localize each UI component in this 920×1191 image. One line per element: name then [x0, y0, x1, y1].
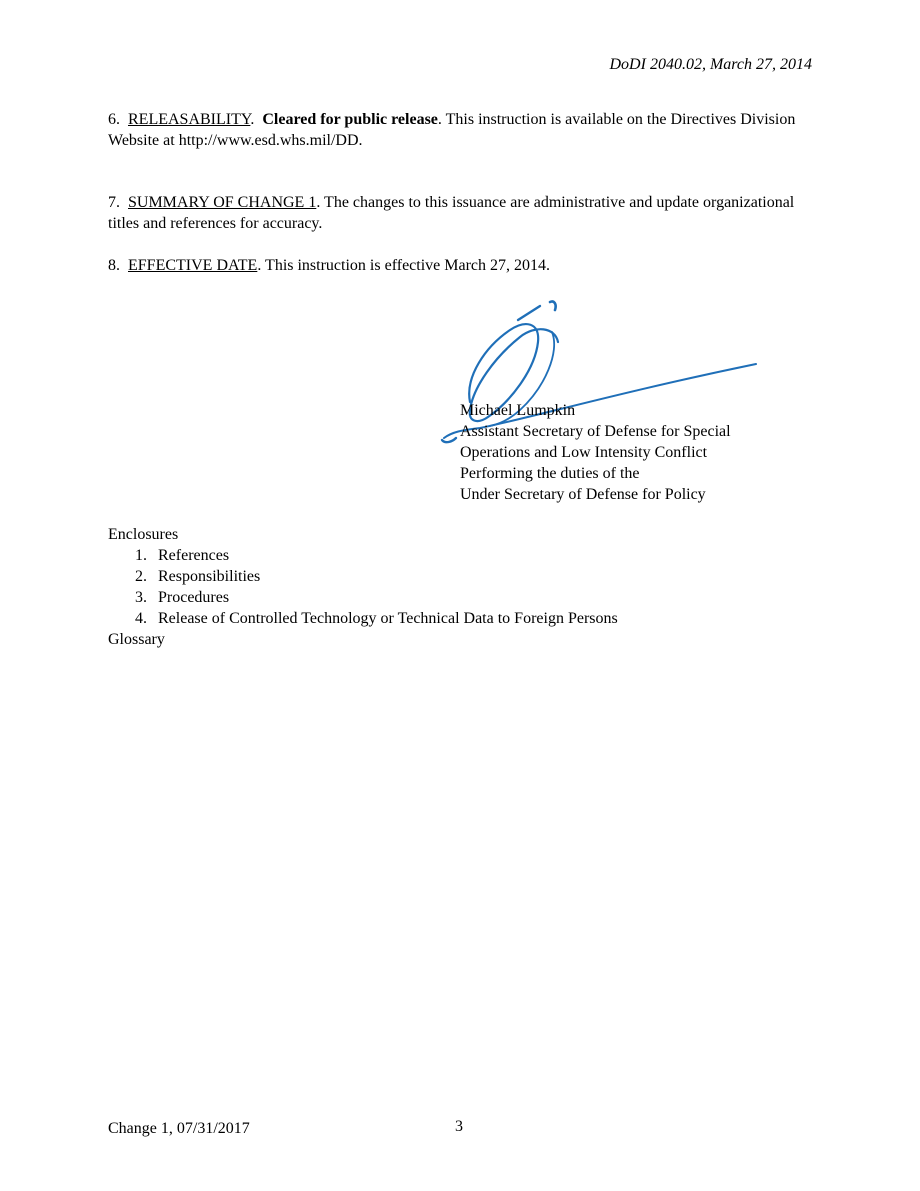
section-heading: EFFECTIVE DATE: [128, 257, 258, 274]
section-heading: RELEASABILITY: [128, 111, 251, 128]
section-body: . This instruction is effective March 27, 2014.: [257, 257, 551, 274]
signer-title-line-4: Under Secretary of Defense for Policy: [460, 486, 706, 503]
signer-title-line-1: Assistant Secretary of Defense for Special: [460, 423, 731, 440]
section-effective-date: [108, 255, 808, 276]
signer-title-line-2: Operations and Low Intensity Conflict: [460, 444, 708, 461]
section-body: . The changes to this issuance are administrative and update organizational titles and references for accuracy.: [108, 194, 795, 232]
page-number: 3: [455, 1118, 463, 1135]
running-header: DoDI 2040.02, March 27, 2014: [609, 56, 812, 73]
enclosures-label: Enclosures: [108, 526, 179, 543]
enclosures-list: [108, 524, 808, 650]
signer-title-line-3: Performing the duties of the: [460, 465, 640, 482]
enclosures-items: [108, 545, 808, 629]
list-item: 1. References: [135, 547, 230, 564]
list-item: 4. Release of Controlled Technology or Technical Data to Foreign Persons: [135, 610, 618, 627]
section-bold-text: Cleared for public release: [262, 111, 438, 128]
signer-name: Michael Lumpkin: [460, 402, 576, 419]
section-heading: SUMMARY OF CHANGE 1: [128, 194, 317, 211]
section-number: 6.: [108, 111, 120, 128]
section-number: 7.: [108, 194, 120, 211]
list-item: 3. Procedures: [135, 589, 230, 606]
glossary-label: Glossary: [108, 631, 165, 648]
section-releasability: [108, 109, 808, 151]
list-item: 2. Responsibilities: [135, 568, 261, 585]
section-summary-of-change: [108, 192, 808, 234]
section-body: . This instruction is available on the Directives Division Website at http://www.esd.whs.mil/DD.: [108, 111, 796, 149]
footer-change-note: Change 1, 07/31/2017: [108, 1120, 250, 1137]
section-number: 8.: [108, 257, 120, 274]
signature-block: [460, 400, 800, 505]
section-period: .: [250, 111, 255, 128]
